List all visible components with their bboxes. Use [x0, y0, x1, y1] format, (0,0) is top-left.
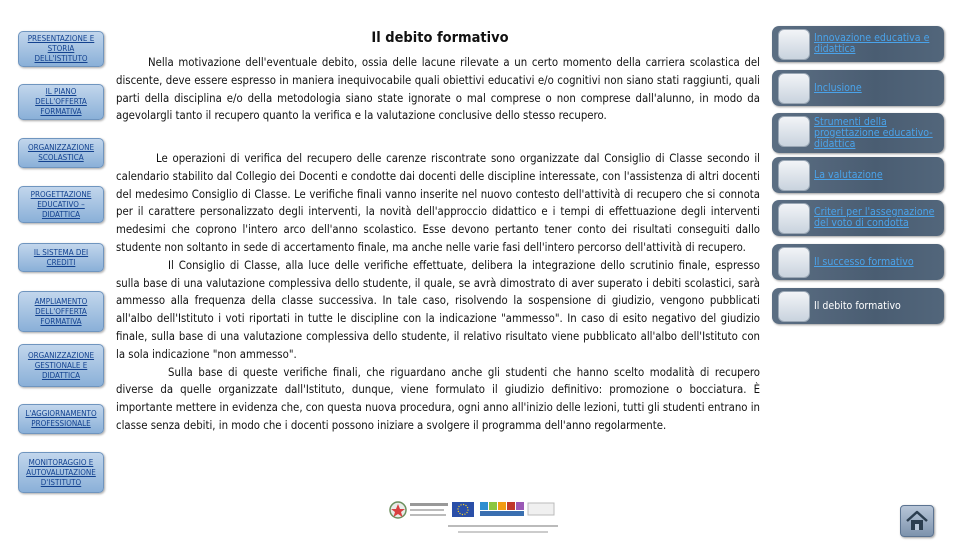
nav-aggiornamento[interactable]: L'AGGIORNAMENTO PROFESSIONALE: [18, 404, 104, 434]
nav-piano-offerta[interactable]: IL PIANO DELL'OFFERTA FORMATIVA: [18, 84, 104, 120]
left-navigation: [0, 0, 115, 540]
right-nav-label[interactable]: Innovazione educativa e didattica: [814, 32, 930, 55]
right-nav-label[interactable]: La valutazione: [814, 168, 883, 181]
nav-presentazione[interactable]: PRESENTAZIONE E STORIA DELL'ISTITUTO: [18, 31, 104, 67]
right-nav-condotta[interactable]: [772, 200, 944, 236]
right-nav-label[interactable]: Il debito formativo: [814, 299, 901, 312]
nav-monitoraggio[interactable]: MONITORAGGIO E AUTOVALUTAZIONE D'ISTITUTO: [18, 452, 104, 493]
nav-progettazione[interactable]: PROGETTAZIONE EDUCATIVO – DIDATTICA: [18, 186, 104, 223]
right-nav-label[interactable]: Inclusione: [814, 81, 862, 94]
right-nav-label[interactable]: Il successo formativo: [814, 255, 914, 268]
funding-logos: [388, 498, 558, 538]
home-button[interactable]: [900, 505, 934, 537]
paragraph-motivazione: Nella motivazione dell'eventuale debito, ossia delle lacune rilevate a un certo momento della carriera scolastica del discente, deve essere espresso in maniera inequivocabile quali obiettivi educativi e/o cognitivi non siano stati raggiunti, quali parti della disciplina e/o della metodologia siano state ignorate o mal comprese o non comprese dall'alunno, in modo da agevolargli tanto il recupero quanto la verifica e la valutazione conclusive dello stesso recupero.: [116, 56, 760, 123]
right-nav-inclusione[interactable]: [772, 70, 944, 106]
nav-organizzazione-gestionale[interactable]: ORGANIZZAZIONE GESTIONALE E DIDATTICA: [18, 344, 104, 387]
main-text: [116, 150, 760, 435]
right-nav-innovazione[interactable]: [772, 26, 944, 62]
nav-organizzazione-scolastica[interactable]: ORGANIZZAZIONE SCOLASTICA: [18, 138, 104, 168]
nav-sistema-crediti[interactable]: IL SISTEMA DEI CREDITI: [18, 243, 104, 272]
right-nav-strumenti[interactable]: [772, 113, 944, 153]
right-nav-successo[interactable]: [772, 244, 944, 280]
pon-logo: [480, 502, 524, 516]
paragraph-consiglio: Il Consiglio di Classe, alla luce delle verifiche effettuate, delibera la integrazione dello scrutinio finale, espresso sulla base di una valutazione complessiva dello studente, il quale, se avrà dimostrato di aver superato i debiti scolastici, sarà ammesso alla frequenza della classe successiva. In tale caso, risolvendo la sospensione di giudizio, vengono pubblicati all'albo dell'Istituto i voti riportati in tutte le discipline con la indicazione "ammesso". In caso di esito negativo del giudizio finale, sulla base di una valutazione complessiva dello studente, il relativo risultato viene pubblicato all'albo dell'Istituto con la sola indicazione "non ammesso".: [116, 258, 760, 361]
thumbnail-icon: [778, 160, 810, 191]
thumbnail-icon: [778, 73, 810, 104]
thumbnail-icon: [778, 203, 810, 234]
home-icon: [901, 506, 933, 536]
thumbnail-icon: [778, 116, 810, 147]
page-title: Il debito formativo: [371, 30, 509, 46]
paragraph-verifiche-finali: Sulla base di queste verifiche finali, che riguardano anche gli studenti che hanno scelto modalità di recupero diverse da quelle organizzate dall'Istituto, dunque, viene formulato il giudizio definitivo: promozione o bocciatura. È importante mettere in evidenza che, con questa nuova procedura, ogni anno all'inizio delle lezioni, tutti gli studenti entrano in classe senza debiti, in modo che i docenti possono iniziare a svolgere il programma dell'anno regolarmente.: [116, 365, 760, 432]
paragraph-operazioni: Le operazioni di verifica del recupero delle carenze riscontrate sono organizzate dal Consiglio di Classe secondo il calendario stabilito dal Collegio dei Docenti e condotte dai docenti delle discipline interessate, con l'assistenza di altri docenti del medesimo Consiglio di Classe. Le verifiche finali vanno inserite nel nuovo contesto dell'attività di recupero che si connota per il carattere personalizzato degli interventi, la novità dell'approccio didattico e i tempi di effettuazione degli interventi medesimi che coprono l'intero arco dell'anno scolastico. Esse devono pertanto tener conto dei risultati conseguiti dallo studente non soltanto in sede di accertamento finale, ma anche nelle varie fasi dell'intero percorso dell'attività di recupero.: [116, 152, 760, 254]
right-nav-label[interactable]: Criteri per l'assegnazione del voto di condotta: [814, 206, 935, 229]
thumbnail-icon: [778, 247, 810, 278]
right-nav-valutazione[interactable]: [772, 157, 944, 193]
thumbnail-icon: [778, 291, 810, 322]
right-nav-label[interactable]: Strumenti della progettazione educativo-didattica: [814, 115, 933, 150]
eu-flag-logo: [452, 502, 474, 517]
thumbnail-icon: [778, 29, 810, 60]
right-nav-debito[interactable]: [772, 288, 944, 324]
nav-ampliamento[interactable]: AMPLIAMENTO DELL'OFFERTA FORMATIVA: [18, 291, 104, 332]
italian-republic-emblem: [390, 502, 406, 518]
